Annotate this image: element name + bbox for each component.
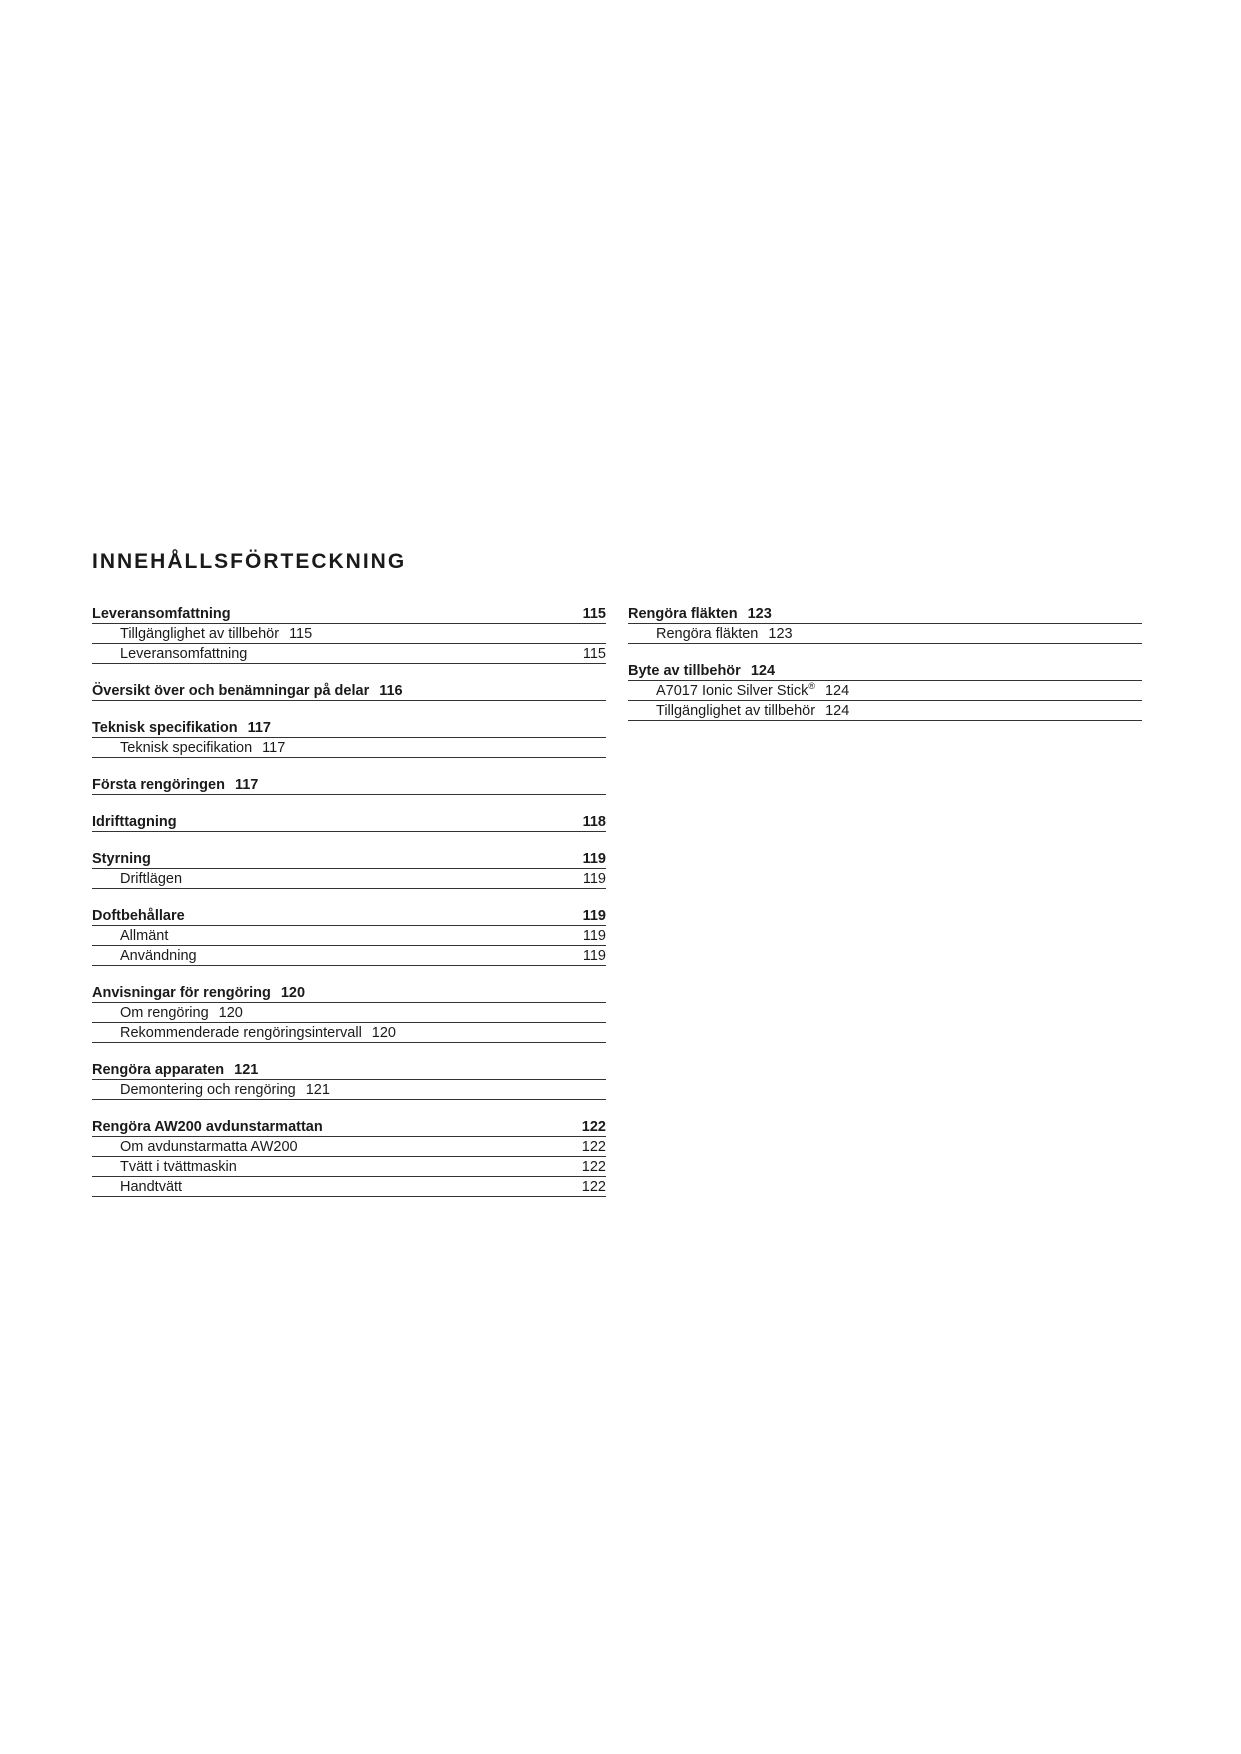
toc-entry-label: [92, 776, 258, 794]
toc-inline-page-number: 120: [371, 1025, 396, 1041]
toc-inline-page-number: 124: [750, 663, 776, 679]
registered-mark: ®: [808, 681, 815, 692]
toc-entry[interactable]: [628, 681, 1142, 701]
toc-section-heading[interactable]: [92, 983, 606, 1003]
toc-entry-label: [120, 1138, 298, 1156]
toc-entry[interactable]: [92, 946, 606, 966]
toc-entry-text: Styrning: [92, 851, 151, 867]
toc-entry-label: [92, 1118, 323, 1136]
toc-entry-label: [120, 1158, 237, 1176]
toc-entry-text: Idrifttagning: [92, 814, 177, 830]
toc-section: [628, 604, 1142, 644]
toc-inline-page-number: 121: [305, 1082, 330, 1098]
toc-page-number: 122: [581, 1159, 606, 1175]
toc-inline-page-number: 117: [247, 720, 271, 736]
toc-entry-text: Tillgänglighet av tillbehör: [656, 703, 816, 719]
toc-entry[interactable]: [628, 624, 1142, 644]
toc-section-heading[interactable]: [628, 604, 1142, 624]
toc-entry-label: [120, 1004, 243, 1022]
toc-entry-text: A7017 Ionic Silver Stick: [656, 683, 809, 699]
toc-entry-text: Rengöra AW200 avdunstarmattan: [92, 1119, 323, 1135]
toc-entry-label: [656, 625, 793, 643]
toc-entry-text: Användning: [120, 948, 197, 964]
toc-page-number: 119: [582, 851, 606, 867]
toc-entry[interactable]: [92, 1137, 606, 1157]
toc-entry[interactable]: [92, 1080, 606, 1100]
toc-section: [92, 1117, 606, 1197]
toc-section-heading[interactable]: [92, 906, 606, 926]
toc-entry-label: [120, 1178, 182, 1196]
toc-entry-text: Teknisk specifikation: [92, 720, 238, 736]
toc-inline-page-number: 115: [289, 626, 313, 642]
toc-section: [92, 983, 606, 1043]
toc-section: [92, 849, 606, 889]
toc-entry-label: [92, 907, 185, 925]
toc-entry-label: [92, 719, 271, 737]
toc-entry-text: Leveransomfattning: [120, 646, 248, 662]
toc-entry-label: [628, 605, 772, 623]
toc-entry-text: Rengöra apparaten: [92, 1062, 225, 1078]
toc-section: [92, 604, 606, 664]
toc-inline-page-number: 121: [234, 1062, 259, 1078]
toc-inline-page-number: 124: [825, 703, 850, 719]
toc-entry-text: Anvisningar för rengöring: [92, 985, 271, 1001]
page-title: INNEHÅLLSFÖRTECKNING: [92, 550, 407, 573]
toc-entry-label: [120, 1024, 396, 1042]
toc-section-heading[interactable]: [92, 849, 606, 869]
toc-entry-label: [120, 645, 247, 663]
toc-left-column: [92, 604, 606, 1214]
toc-entry[interactable]: [92, 1157, 606, 1177]
toc-section: [92, 681, 606, 701]
toc-page-number: 115: [582, 606, 606, 622]
toc-entry[interactable]: [92, 738, 606, 758]
toc-entry-label: [92, 682, 403, 700]
toc-section-heading[interactable]: [92, 681, 606, 701]
toc-entry-label: [120, 625, 312, 643]
toc-section: [92, 718, 606, 758]
toc-entry-text: Teknisk specifikation: [120, 740, 253, 756]
toc-entry-text: Om rengöring: [120, 1005, 209, 1021]
toc-entry-text: Driftlägen: [120, 871, 183, 887]
toc-entry-label: [92, 813, 177, 831]
toc-section-heading[interactable]: [92, 775, 606, 795]
toc-entry-label: [656, 677, 849, 700]
toc-section-heading[interactable]: [92, 812, 606, 832]
toc-inline-page-number: 117: [262, 740, 286, 756]
toc-entry-text: Tvätt i tvättmaskin: [120, 1159, 237, 1175]
toc-page-number: 119: [582, 928, 606, 944]
toc-section-heading[interactable]: [92, 1060, 606, 1080]
toc-entry-label: [92, 1061, 258, 1079]
toc-entry[interactable]: [628, 701, 1142, 721]
toc-entry[interactable]: [92, 644, 606, 664]
toc-entry-text: Handtvätt: [120, 1179, 183, 1195]
toc-entry[interactable]: [92, 1023, 606, 1043]
toc-section-heading[interactable]: [92, 718, 606, 738]
toc-page-number: 122: [581, 1179, 606, 1195]
toc-inline-page-number: 123: [768, 626, 793, 642]
toc-section: [628, 661, 1142, 721]
toc-entry-label: [120, 927, 168, 945]
toc-entry-text: Om avdunstarmatta AW200: [120, 1139, 298, 1155]
toc-entry-text: Leveransomfattning: [92, 606, 231, 622]
toc-entry-text: Tillgänglighet av tillbehör: [120, 626, 280, 642]
toc-inline-page-number: 123: [747, 606, 772, 622]
toc-section: [92, 775, 606, 795]
toc-inline-page-number: 117: [234, 777, 259, 793]
toc-entry-label: [92, 984, 305, 1002]
toc-inline-page-number: 120: [218, 1005, 243, 1021]
toc-inline-page-number: 120: [280, 985, 306, 1001]
toc-entry-text: Första rengöringen: [92, 777, 225, 793]
toc-section: [92, 812, 606, 832]
toc-entry-text: Översikt över och benämningar på delar: [92, 683, 370, 699]
toc-entry[interactable]: [92, 869, 606, 889]
toc-page-number: 122: [581, 1119, 606, 1135]
toc-entry-text: Rengöra fläkten: [628, 606, 738, 622]
toc-entry-text: Rekommenderade rengöringsintervall: [120, 1025, 362, 1041]
toc-entry-label: [120, 947, 197, 965]
toc-entry-text: Doftbehållare: [92, 908, 185, 924]
toc-entry-label: [92, 605, 231, 623]
toc-right-column: [628, 604, 1142, 738]
toc-page-number: 122: [581, 1139, 606, 1155]
toc-entry-text: Demontering och rengöring: [120, 1082, 296, 1098]
toc-entry-text: Rengöra fläkten: [656, 626, 759, 642]
toc-inline-page-number: 116: [379, 683, 403, 699]
toc-entry-label: [656, 702, 849, 720]
toc-entry[interactable]: [92, 624, 606, 644]
toc-page-number: 119: [582, 871, 606, 887]
toc-page-number: 115: [582, 646, 606, 662]
toc-entry-label: [120, 1081, 330, 1099]
toc-section: [92, 1060, 606, 1100]
toc-page-number: 119: [582, 908, 606, 924]
toc-entry-text: Byte av tillbehör: [628, 663, 741, 679]
toc-entry[interactable]: [92, 1177, 606, 1197]
toc-section-heading[interactable]: [92, 604, 606, 624]
toc-entry[interactable]: [92, 926, 606, 946]
toc-entry-label: [120, 870, 182, 888]
toc-section: [92, 906, 606, 966]
toc-section-heading[interactable]: [92, 1117, 606, 1137]
toc-entry-label: [120, 739, 285, 757]
toc-entry-text: Allmänt: [120, 928, 169, 944]
toc-page-number: 119: [582, 948, 606, 964]
toc-inline-page-number: 124: [824, 683, 850, 699]
toc-entry[interactable]: [92, 1003, 606, 1023]
toc-page-number: 118: [582, 814, 606, 830]
toc-entry-label: [92, 850, 151, 868]
